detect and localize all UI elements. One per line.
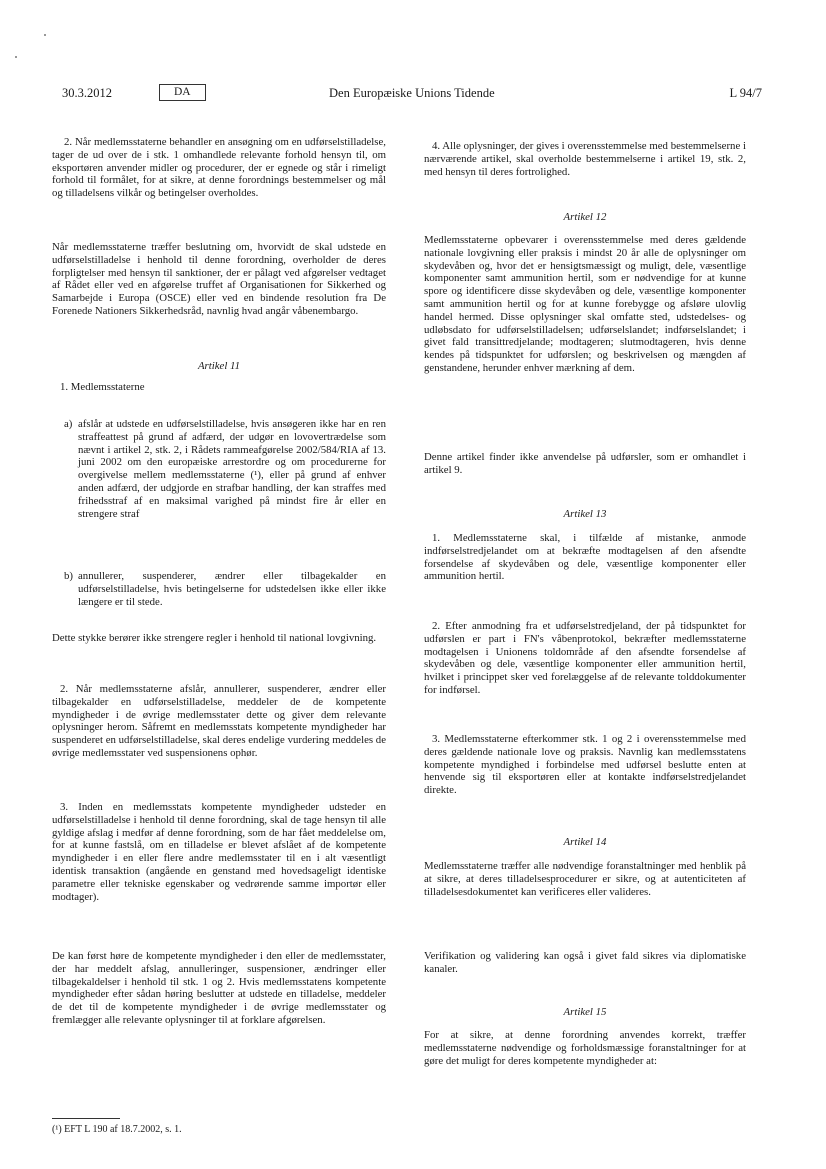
right-paragraph-2: Medlemsstaterne opbevarer i overensstemmelse med deres gældende nationale lovgivning eller praksis i mindst 20 år alle de oplysninger om skydevåben og, hvor det er hensigtsmæssigt og muligt, dele, væsentlige komponenter samt ammunition hertil, som er nødvendige for at kunne spore og identificere disse skydevåben og dele, væsentlige komponenter samt ammunition hertil og for at kunne forebygge og afsløre ulovlig handel hermed. Disse oplysninger skal omfatte sted, udstedelses- og udløbsdato for udførselstilladelsen; udførselslandet; indførselslandet; i givet fald transittredjelande; modtageren; slutmodtageren, hvis denne kendes på tidspunktet for udførslen; og beskrivelsen og mængden af genstandene, herunder enhver mærkning af dem. (424, 234, 746, 374)
right-paragraph-9: For at sikre, at denne forordning anvendes korrekt, træffer medlemsstaterne nødvendige og forholdsmæssige foranstaltninger for at gøre det muligt for deres kompetente myndigheder at: (424, 1029, 746, 1067)
list-marker-a: a) (64, 418, 73, 430)
footnote: (¹) EFT L 190 af 18.7.2002, s. 1. (52, 1124, 182, 1135)
left-paragraph-7: De kan først høre de kompetente myndigheder i den eller de medlemsstater, der har meddelt afslag, annulleringer, suspensioner, ændringer eller tilbagekaldelser i henhold til stk. 1 og 2. Hvis medlemsstatens kompetente myndigheder efter sådan høring beslutter at udstede en tilladelse, meddeler de det til de kompetente myndigheder i de øvrige medlemsstater og fremlægger alle relevante oplysninger til at forklare afgørelsen. (52, 950, 386, 1026)
footnote-rule (52, 1118, 120, 1119)
right-paragraph-3: Denne artikel finder ikke anvendelse på udførsler, som er omhandlet i artikel 9. (424, 451, 746, 476)
scan-speck (15, 56, 17, 58)
right-paragraph-7: Medlemsstaterne træffer alle nødvendige foranstaltninger med henblik på at sikre, at deres tilladelsesprocedurer er sikre, og at autenticiteten af tilladelsesdokumentet kan verificeres eller valideres. (424, 860, 746, 898)
journal-title: Den Europæiske Unions Tidende (329, 86, 495, 100)
right-paragraph-6: 3. Medlemsstaterne efterkommer stk. 1 og 2 i overensstemmelse med deres gældende nationale love og praksis. Navnlig kan medlemsstatens kompetente myndighed i forbindelse med udførsel beslutte enten at henvende sig til eksportøren eller at kontakte indførselstredjelandet direkte. (424, 733, 746, 797)
language-badge: DA (159, 84, 206, 101)
list-item-a (64, 418, 386, 520)
article-15-heading: Artikel 15 (563, 1006, 607, 1018)
left-paragraph-5: 2. Når medlemsstaterne afslår, annullerer, suspenderer, ændrer eller tilbagekalder en udførselstilladelse, meddeler de de kompetente myndigheder i de øvrige medlemsstater dette og giver dem relevante oplysninger herom. Såfremt en medlemsstats kompetente myndigheder har suspenderet en udførselstilladelse, skal deres endelige vurdering meddeles de øvrige medlemsstater ved suspensionens ophør. (52, 683, 386, 759)
page-header (62, 86, 762, 104)
list-text-b: annullerer, suspenderer, ændrer eller tilbagekalder en udførselstilladelse, hvis betingelserne for udstedelsen ikke eller ikke længere er til stede. (78, 570, 386, 608)
left-paragraph-6: 3. Inden en medlemsstats kompetente myndigheder udsteder en udførselstilladelse i henhold til denne forordning, skal de tage hensyn til alle gyldige afslag i medfør af denne forordning, som de har fået meddelelse om, for at kunne fastslå, om en tilladelse er blevet afslået af de kompetente myndigheder i en eller flere andre medlemsstater til en i alt væsentligt identisk transaktion (angående en genstand med hovedsageligt identiske parametre eller tekniske egenskaber og vedrørende samme importør eller modtager). (52, 801, 386, 903)
article-13-heading: Artikel 13 (563, 508, 607, 520)
left-paragraph-3: 1. Medlemsstaterne (60, 381, 145, 393)
list-item-b (64, 570, 386, 608)
left-paragraph-1: 2. Når medlemsstaterne behandler en ansøgning om en udførselstilladelse, tager de ud over de i stk. 1 omhandlede relevante forhold hensyn til, om eksportøren anvender midler og procedurer, der er egnede og står i rimeligt forhold til formålet, for at sikre, at denne forordnings bestemmelser og mål og tilladelsens vilkår og betingelser overholdes. (52, 136, 386, 200)
list-marker-b: b) (64, 570, 73, 582)
right-paragraph-4: 1. Medlemsstaterne skal, i tilfælde af mistanke, anmode indførselstredjelandet om at bekræfte modtagelsen af den afsendte forsendelse af skydevåben og dele, væsentlige komponenter eller ammunition hertil. (424, 532, 746, 583)
left-paragraph-4: Dette stykke berører ikke strengere regler i henhold til national lovgivning. (52, 632, 377, 644)
list-text-a: afslår at udstede en udførselstilladelse, hvis ansøgeren ikke har en ren straffeattest på grund af adfærd, der udgør en lovovertrædelse som nævnt i artikel 2, stk. 2, i Rådets rammeafgørelse 2002/584/RIA af 13. juni 2002 om den europæiske arrestordre og om procedurerne for overgivelse mellem medlemsstaterne (¹), eller på grund af enhver anden adfærd, der udgjorde en strafbar handling, der kan straffes med frihedsstraf af en maksimal varighed på mindst fire år eller en strengere straf (78, 418, 386, 520)
left-paragraph-2: Når medlemsstaterne træffer beslutning om, hvorvidt de skal udstede en udførselstilladelse i henhold til denne forordning, overholder de deres forpligtelser med hensyn til sanktioner, der er pålagt ved afgørelser vedtaget af Rådet eller ved en afgørelse truffet af Organisationen for Sikkerhed og Samarbejde i Europa (OSCE) eller ved en bindende resolution fra De Forenede Nationers Sikkerhedsråd, navnlig hvad angår våbenembargo. (52, 241, 386, 317)
page-number: L 94/7 (729, 86, 762, 100)
right-paragraph-5: 2. Efter anmodning fra et udførselstredjeland, der på tidspunktet for udførslen er part i FN's våbenprotokol, bekræfter medlemsstaterne modtagelsen i Unionens toldområde af den afsendte forsendelse af skydevåben og dele, væsentlige komponenter eller ammunition hertil, hvilket i princippet sker ved forelæggelse af de relevante tolddokumenter for indførsel. (424, 620, 746, 696)
article-12-heading: Artikel 12 (563, 211, 607, 223)
right-paragraph-8: Verifikation og validering kan også i givet fald sikres via diplomatiske kanaler. (424, 950, 746, 975)
right-paragraph-1: 4. Alle oplysninger, der gives i overensstemmelse med bestemmelserne i nærværende artikel, skal overholde bestemmelserne i artikel 19, stk. 2, med hensyn til deres fortrolighed. (424, 140, 746, 178)
article-11-heading: Artikel 11 (197, 360, 241, 372)
scan-speck (44, 34, 46, 36)
issue-date: 30.3.2012 (62, 86, 112, 100)
article-14-heading: Artikel 14 (563, 836, 607, 848)
